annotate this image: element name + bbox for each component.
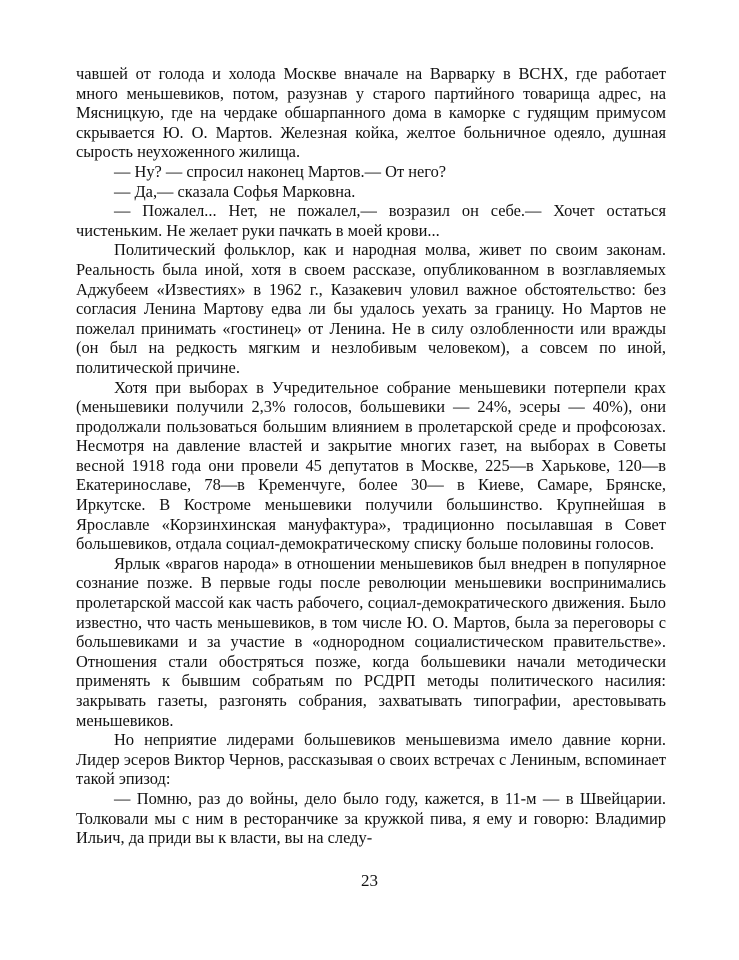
page-body	[76, 64, 666, 848]
paragraph-chernov-quote: — Помню, раз до войны, дело было году, кажется, в 11-м — в Швейцарии. Толковали мы с ним в ресторанчике за кружкой пива, я ему и говорю: Владимир Ильич, да приди вы к власти, вы на следу-	[76, 788, 666, 848]
page-number: 23	[361, 871, 378, 890]
dialog-line-1: — Ну? — спросил наконец Мартов.— От него?	[114, 161, 447, 181]
paragraph-elections: Хотя при выборах в Учредительное собрание меньшевики потерпели крах (меньшевики получили 2,3% голосов, большевики — 24%, эсеры — 40%), они продолжали пользоваться большим влиянием в пролетарской среде и профсоюзах. Несмотря на давление властей и закрытие многих газет, на выборах в Советы весной 1918 года они провели 45 депутатов в Москве, 225—в Харькове, 120—в Екатеринославе, 78—в Кременчуге, более 30— в Киеве, Самаре, Брянске, Иркутске. В Костроме меньшевики получили большинство. Крупнейшая в Ярославле «Корзинхинская мануфактура», традиционно посылавшая в Совет большевиков, отдала социал-демократическому списку больше половины голосов.	[76, 377, 666, 554]
paragraph-enemies-label: Ярлык «врагов народа» в отношении меньшевиков был внедрен в популярное сознание позже. В первые годы после революции меньшевики воспринимались пролетарской массой как часть рабочего, социал-демократического движения. Было известно, что часть меньшевиков, в том числе Ю. О. Мартов, была за переговоры с большевиками и за участие в «однородном социалистическом правительстве». Отношения стали обостряться позже, когда большевики начали методически применять к бывшим собратьям по РСДРП методы политического насилия: закрывать газеты, разгонять собрания, захватывать типографии, арестовывать меньшевиков.	[76, 553, 666, 730]
paragraph-1: чавшей от голода и холода Москве вначале на Варварку в ВСНХ, где работает много меньшевиков, потом, разузнав у старого партийного товарища адрес, на Мясницкую, где на чердаке обшарпанного дома в каморке с гудящим примусом скрывается Ю. О. Мартов. Железная койка, желтое больничное одеяло, душная сырость неухоженного жилища.	[76, 64, 666, 162]
paragraph-roots: Но неприятие лидерами большевиков меньшевизма имело давние корни. Лидер эсеров Виктор Чернов, рассказывая о своих встречах с Лениным, вспоминает такой эпизод:	[76, 730, 666, 789]
dialog-line-2: — Да,— сказала Софья Марковна.	[114, 181, 356, 201]
dialog-line-3: — Пожалел... Нет, не пожалел,— возразил он себе.— Хочет остаться чистеньким. Не желает руки пачкать в моей крови...	[76, 201, 666, 240]
paragraph-folklore: Политический фольклор, как и народная молва, живет по своим законам. Реальность была иной, хотя в своем рассказе, опубликованном в возглавляемых Аджубеем «Известиях» в 1962 г., Казакевич уловил важное обстоятельство: без согласия Ленина Мартову едва ли бы удалось уехать за границу. Но Мартов не пожелал принимать «гостинец» от Ленина. Не в силу озлобленности или вражды (он был на редкость мягким и незлобивым человеком), а совсем по иной, политической причине.	[76, 240, 666, 377]
